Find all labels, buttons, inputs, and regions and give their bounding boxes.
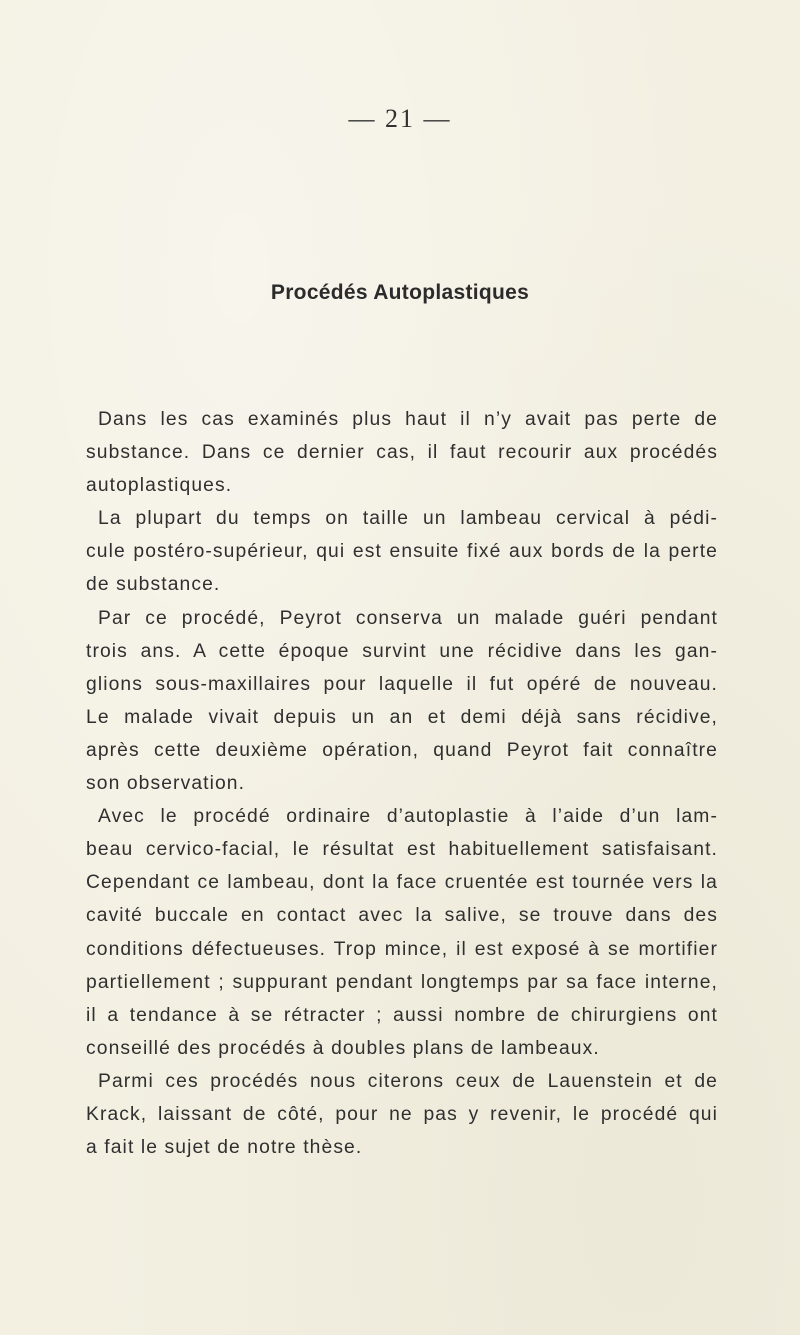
text-line: conseillé des procédés à doubles plans de lambeaux.: [86, 1037, 600, 1059]
text-line: Avec le procédé ordinaire d’autoplastie à l’aide d’un lam-: [98, 806, 718, 828]
text-line: Par ce procédé, Peyrot conserva un malade guéri pendant: [98, 607, 718, 629]
text-line: cavité buccale en contact avec la salive, se trouve dans des: [86, 905, 718, 927]
text-line: il a tendance à se rétracter ; aussi nombre de chirurgiens ont: [86, 1004, 718, 1026]
text-line: cule postéro-supérieur, qui est ensuite fixé aux bords de la perte: [86, 541, 718, 563]
text-line: Le malade vivait depuis un an et demi déjà sans récidive,: [86, 706, 718, 728]
text-line: a fait le sujet de notre thèse.: [86, 1137, 363, 1159]
text-line: beau cervico-facial, le résultat est habituellement satisfaisant.: [86, 839, 718, 861]
section-heading: Procédés Autoplastiques: [270, 281, 530, 304]
text-line: substance. Dans ce dernier cas, il faut recourir aux procédés: [86, 442, 718, 464]
text-line: Parmi ces procédés nous citerons ceux de Lauenstein et de: [98, 1070, 718, 1092]
text-line: Krack, laissant de côté, pour ne pas y revenir, le procédé qui: [86, 1103, 718, 1125]
text-line: La plupart du temps on taille un lambeau cervical à pédi-: [98, 508, 718, 530]
text-line: conditions défectueuses. Trop mince, il est exposé à se mortifier: [86, 938, 718, 960]
text-line: partiellement ; suppurant pendant longtemps par sa face interne,: [86, 971, 718, 993]
text-line: glions sous-maxillaires pour laquelle il fut opéré de nouveau.: [86, 673, 718, 695]
text-line: trois ans. A cette époque survint une récidive dans les gan-: [86, 640, 718, 662]
text-line: après cette deuxième opération, quand Peyrot fait connaître: [86, 739, 718, 761]
text-line: son observation.: [86, 773, 246, 795]
body-text: [86, 403, 718, 1164]
text-line: autoplastiques.: [86, 475, 233, 497]
text-line: Cependant ce lambeau, dont la face cruentée est tournée vers la: [86, 872, 718, 894]
text-line: Dans les cas examinés plus haut il n’y avait pas perte de: [98, 409, 718, 430]
page-number: — 21 —: [348, 104, 452, 133]
text-line: de substance.: [86, 574, 221, 596]
